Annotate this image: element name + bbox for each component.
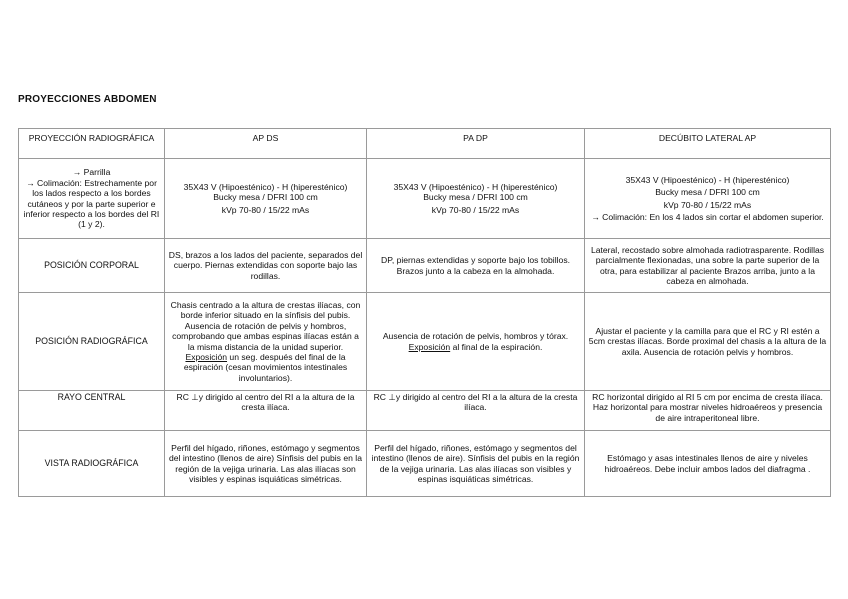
apds-kvp: kVp 70-80 / 15/22 mAs bbox=[221, 204, 310, 215]
label-colimacion: → Colimación: Estrechamente por los lados respecto a los bordes cutáneos y por la parte superior e inferior respecto a los bordes del RI (1 y 2). bbox=[23, 177, 160, 230]
apds-film-size: 35X43 V (Hipoesténico) - H (hiperesténico) bbox=[183, 181, 348, 192]
padp-kvp: kVp 70-80 / 15/22 mAs bbox=[431, 204, 520, 215]
header-projection: PROYECCIÓN RADIOGRÁFICA bbox=[19, 129, 165, 159]
cell-vista-radiografica-padp: Perfil del hígado, riñones, estómago y segmentos del intestino (llenos de aire). Sínfisis del pubis en la región de la vejiga urinaria. Las alas ilíacas son visibles y espinas isquiáticas simétricas. bbox=[367, 431, 585, 497]
cell-technique-apds bbox=[165, 159, 367, 239]
apds-exposicion-label: Exposición bbox=[185, 351, 228, 362]
apds-exposicion-text: un seg. después del final de la espiración (cesan movimientos intestinales involuntarios). bbox=[183, 351, 348, 383]
document-title: PROYECCIONES ABDOMEN bbox=[18, 94, 157, 105]
cell-posicion-radiografica-decubito: Ajustar el paciente y la camilla para que el RC y RI estén a 5cm crestas ilíacas. Borde proximal del chasis a la altura de la axila. Ausencia de rotación pelvis y hombros. bbox=[585, 293, 831, 391]
padp-posicion-text: Ausencia de rotación de pelvis, hombros y tórax. bbox=[382, 331, 569, 342]
row-label-posicion-radiografica: POSICIÓN RADIOGRÁFICA bbox=[19, 293, 165, 391]
cell-posicion-radiografica-padp bbox=[367, 293, 585, 391]
header-decubito-lateral: DECÚBITO LATERAL AP bbox=[585, 129, 831, 159]
row-label-vista-radiografica: VISTA RADIOGRÁFICA bbox=[19, 431, 165, 497]
dec-film-size: 35X43 V (Hipoesténico) - H (hiperesténico) bbox=[625, 174, 790, 185]
cell-rayo-central-decubito: RC horizontal dirigido al RI 5 cm por encima de cresta ilíaca. Haz horizontal para mostrar niveles hidroaéreos y presencia de aire intraperitoneal libre. bbox=[585, 391, 831, 431]
header-ap-ds: AP DS bbox=[165, 129, 367, 159]
projections-table bbox=[18, 128, 831, 497]
header-pa-dp: PA DP bbox=[367, 129, 585, 159]
table-row-posicion-radiografica bbox=[19, 293, 831, 391]
table-row-vista-radiografica bbox=[19, 431, 831, 497]
header-row bbox=[19, 129, 831, 159]
padp-exposicion-label: Exposición bbox=[408, 341, 451, 352]
cell-vista-radiografica-decubito: Estómago y asas intestinales llenos de aire y niveles hidroaéreos. Debe incluir ambos lados del diafragma . bbox=[585, 431, 831, 497]
cell-rayo-central-apds: RC ⊥y dirigido al centro del RI a la altura de la cresta ilíaca. bbox=[165, 391, 367, 431]
row-label-rayo-central: RAYO CENTRAL bbox=[19, 391, 165, 431]
dec-kvp: kVp 70-80 / 15/22 mAs bbox=[663, 199, 752, 210]
cell-posicion-corporal-padp: DP, piernas extendidas y soporte bajo los tobillos. Brazos junto a la cabeza en la almohada. bbox=[367, 239, 585, 293]
cell-technique-padp bbox=[367, 159, 585, 239]
row-label-posicion-corporal: POSICIÓN CORPORAL bbox=[19, 239, 165, 293]
apds-posicion-text: Chasis centrado a la altura de crestas ilíacas, con borde inferior situado en la sínfisis del pubis. Ausencia de rotación de pelvis y hombros, comprobando que ambas espinas ilíacas están a la misma distancia de la unidad superior. bbox=[170, 299, 361, 352]
cell-vista-radiografica-apds: Perfil del hígado, riñones, estómago y segmentos del intestino (llenos de aire) Sínfisis del pubis en la región de la vejiga urinaria. Las alas ilíacas son visibles y espinas isquiáticas simétricas. bbox=[165, 431, 367, 497]
table-row-posicion-corporal bbox=[19, 239, 831, 293]
cell-posicion-corporal-apds: DS, brazos a los lados del paciente, separados del cuerpo. Piernas extendidas con soporte bajo las rodillas. bbox=[165, 239, 367, 293]
padp-exposicion-text: al final de la espiración. bbox=[452, 341, 543, 352]
table-row-technique bbox=[19, 159, 831, 239]
table-row-rayo-central bbox=[19, 391, 831, 431]
apds-bucky: Bucky mesa / DFRI 100 cm bbox=[213, 192, 318, 203]
dec-colimacion: → Colimación: En los 4 lados sin cortar el abdomen superior. bbox=[591, 211, 824, 222]
cell-posicion-radiografica-apds bbox=[165, 293, 367, 391]
padp-film-size: 35X43 V (Hipoesténico) - H (hiperesténico) bbox=[393, 181, 558, 192]
dec-bucky: Bucky mesa / DFRI 100 cm bbox=[655, 187, 760, 198]
label-parrilla: → Parrilla bbox=[72, 167, 111, 178]
row-label-technique bbox=[19, 159, 165, 239]
cell-technique-decubito bbox=[585, 159, 831, 239]
cell-posicion-corporal-decubito: Lateral, recostado sobre almohada radiotrasparente. Rodillas parcialmente flexionadas, una sobre la parte superior de la otra, para estabilizar al paciente Brazos arriba, junto a la cabeza en almohada. bbox=[585, 239, 831, 293]
padp-bucky: Bucky mesa / DFRI 100 cm bbox=[423, 192, 528, 203]
cell-rayo-central-padp: RC ⊥y dirigido al centro del RI a la altura de la cresta ilíaca. bbox=[367, 391, 585, 431]
